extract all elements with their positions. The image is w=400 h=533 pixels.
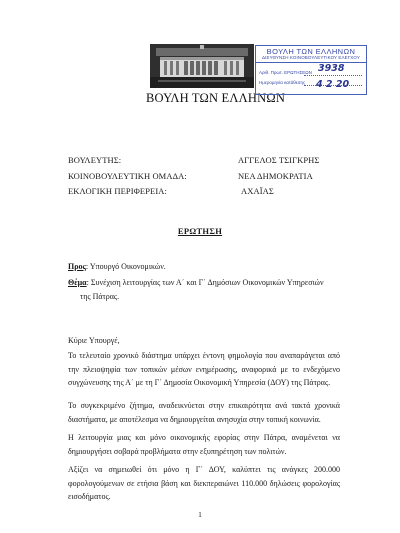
mp-label: ΒΟΥΛΕΥΤΗΣ: — [68, 155, 122, 165]
stamp-title: ΒΟΥΛΗ ΤΩΝ ΕΛΛΗΝΩΝ — [266, 47, 356, 56]
recipient-label: Προς — [68, 262, 86, 271]
stamp-subtitle: ΔΙΕΥΘΥΝΣΗ ΚΟΙΝΟΒΟΥΛΕΥΤΙΚΟΥ ΕΛΕΓΧΟΥ — [256, 55, 366, 63]
party-name: ΝΕΑ ΔΗΜΟΚΡΑΤΙΑ — [238, 171, 313, 181]
recipient-line — [68, 260, 340, 274]
subject-text: : Συνέχιση λειτουργίας των Α΄ και Γ΄ Δημόσιων Οικονομικών Υπηρεσιών — [86, 278, 324, 287]
salutation: Κύριε Υπουργέ, — [68, 336, 120, 345]
body-paragraph-1: Το τελευταίο χρονικό διάστημα υπάρχει έντονη φημολογία που αναπαράγεται από την πλειοψηφία των τοπικών μέσων ενημέρωσης, αναφορικά με το ενδεχόμενο συγχώνευσης της Α΄ με τη Γ΄ Δημοσία Οικονομική Υπηρεσία (ΔΟΥ) της Πάτρας. — [68, 351, 340, 387]
stamp-date-value: 4 2 20 — [316, 79, 350, 90]
stamp-protocol-line — [304, 75, 362, 76]
page-number: 1 — [198, 510, 202, 519]
body-paragraph-3: Η λειτουργία μιας και μόνο οικονομικής εφορίας στην Πάτρα, αναμένεται να δημιουργήσει σοβαρά προβλήματα στην εξυπηρέτηση των πολιτών. — [68, 433, 340, 456]
subject-line — [68, 276, 340, 290]
subject-label: Θέμα — [68, 278, 87, 287]
stamp-protocol-label: Αριθ. Πρωτ. ΕΡΩΤΗΣΕΩΝ — [259, 70, 312, 75]
registration-stamp — [255, 45, 367, 95]
subject-line-2: της Πάτρας. — [80, 292, 120, 301]
constituency-label: ΕΚΛΟΓΙΚΗ ΠΕΡΙΦΕΡΕΙΑ: — [68, 186, 167, 196]
document-heading: ΕΡΩΤΗΣΗ — [177, 226, 223, 236]
body-paragraph-4: Αξίζει να σημειωθεί ότι μόνο η Γ΄ ΔΟΥ, καλύπτει τις ανάγκες 200.000 φορολογούμενων σε ετήσια βάση και διεκπεραιώνει 110.000 δηλώσεις φορολογίας εισοδήματος. — [68, 465, 340, 501]
parliament-logo-text: ΒΟΥΛΗ ΤΩΝ ΕΛΛΗΝΩΝ — [146, 91, 286, 105]
mp-name: ΑΓΓΕΛΟΣ ΤΣΙΓΚΡΗΣ — [238, 155, 320, 165]
body-paragraph-2: Το συγκεκριμένο ζήτημα, αναδεικνύεται στην επικαιρότητα ανά τακτά χρονικά διαστήματα, με αποτέλεσμα να δημιουργείται ανησυχία στην τοπική κοινωνία. — [68, 401, 340, 424]
stamp-date-label: Ημερομηνία κατάθεσης — [259, 80, 306, 85]
parliament-building-logo — [150, 44, 254, 88]
stamp-protocol-number: 3938 — [318, 63, 345, 74]
party-label: ΚΟΙΝΟΒΟΥΛΕΥΤΙΚΗ ΟΜΑΔΑ: — [68, 171, 187, 181]
recipient-text: : Υπουργό Οικονομικών. — [85, 262, 166, 271]
constituency-name: ΑΧΑΪΑΣ — [241, 186, 274, 196]
